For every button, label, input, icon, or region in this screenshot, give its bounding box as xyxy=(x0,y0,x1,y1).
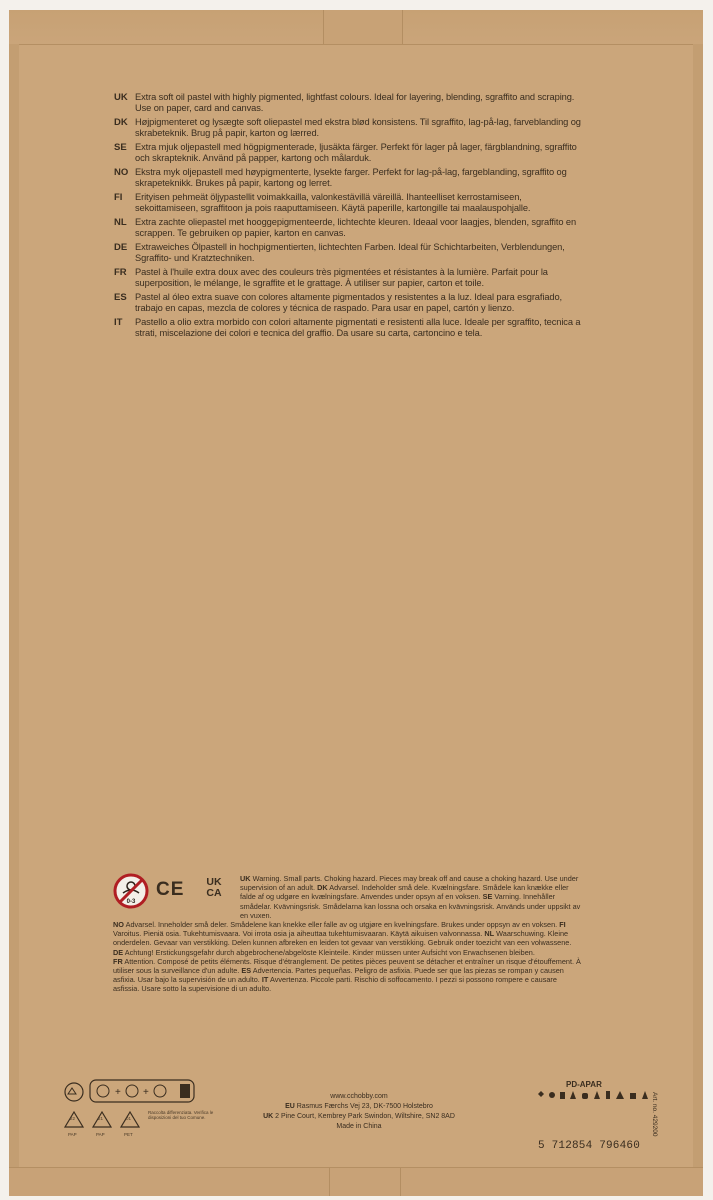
warning-code: ES xyxy=(241,966,252,976)
warning-text: Achtung! Erstickungsgefahr durch abgebrochene/abgelöste Kleinteile. Kinder müssen unter Aufsicht von Erwachsenen bleiben. xyxy=(124,947,535,957)
description-text: Extra soft oil pastel with highly pigmented, lightfast colours. Ideal for layering, blending, sgraffito and scraping. Use on paper, card and canvas. xyxy=(135,92,575,113)
bottom-flap xyxy=(9,1167,703,1196)
description-text: Pastel à l'huile extra doux avec des couleurs très pigmentées et résistantes à la lumière. Parfait pour la superposition, le mélange, le sgraffite et le grattage. À utiliser sur papier, carton et toile. xyxy=(135,267,548,288)
warning-text: Waarschuwing. Kleine onderdelen. Gevaar van verstikking. Delen kunnen afbreken en leiden tot gevaar van verstikking. Gebruik onder toezicht van een volwassene. xyxy=(113,929,572,948)
left-edge xyxy=(9,44,19,1168)
top-tab xyxy=(323,10,403,44)
description-text: Pastel al óleo extra suave con colores altamente pigmentados y resistentes a la luz. Ideal para esgrafiado, trabajo en capas, mezcla de colores y técnica de raspado. Para usar en papel, cartón y lienzo. xyxy=(135,292,563,313)
language-code: DK xyxy=(114,117,128,128)
description-row xyxy=(114,292,584,314)
warning-text-body xyxy=(113,920,583,994)
safety-marks xyxy=(113,873,235,923)
warning-code: FR xyxy=(113,956,123,966)
uk-address-text: 2 Pine Court, Kembrey Park Swindon, Wiltshire, SN2 8AD xyxy=(275,1113,455,1120)
svg-text:+: + xyxy=(143,1087,149,1098)
description-text: Pastello a olio extra morbido con colori altamente pigmentati e resistenti alla luce. Ideale per sgraffito, tecnica a strati, miscelazione dei colori e tecnica del graffio. Da usare su carta, cartoncino e tela. xyxy=(135,317,581,338)
triman-icon xyxy=(65,1083,83,1101)
description-row xyxy=(114,142,584,164)
warning-code: NL xyxy=(484,929,495,939)
warning-text: Varning. Innehåller smådelar. Kvävningsrisk. Smådelarna kan lossna och orsaka en kvävningsrisk. Används under uppsikt av en vuxen. xyxy=(240,892,581,920)
ce-mark: CE xyxy=(156,879,185,900)
description-row xyxy=(114,117,584,139)
product-code: PD-APAR xyxy=(566,1080,602,1089)
website: www.cchobby.com xyxy=(330,1093,388,1100)
warning-code: DE xyxy=(113,947,124,957)
top-flap xyxy=(9,10,703,45)
warning-text-top xyxy=(240,874,582,920)
language-code: IT xyxy=(114,317,123,328)
language-code: FI xyxy=(114,192,123,203)
description-row xyxy=(114,317,584,339)
bottom-tab xyxy=(329,1168,401,1196)
recycle-code: 22 xyxy=(70,1116,76,1121)
recycle-material: PAP xyxy=(96,1132,105,1137)
warning-text: Advertencia. Partes pequeñas. Peligro de asfixia. Puede ser que las piezas se rompan y causen asfixia. Usar bajo la supervisión de un adulto. xyxy=(113,966,564,985)
description-row xyxy=(114,92,584,114)
language-code: ES xyxy=(114,292,127,303)
product-descriptions xyxy=(114,92,584,342)
eu-address xyxy=(226,1102,492,1112)
age-warning-icon xyxy=(113,873,149,909)
country-of-origin: Made in China xyxy=(336,1123,382,1130)
article-number: Art. no. 429200 xyxy=(651,1092,658,1137)
uk-address xyxy=(226,1112,492,1122)
eu-label: EU xyxy=(285,1103,295,1110)
recycling-marks xyxy=(60,1076,220,1156)
warning-text: Advarsel. Inneholder små deler. Smådelene kan knekke eller falle av og utgjøre en kvelningsfare. Brukes under oppsyn av en voksen. xyxy=(125,920,558,929)
description-text: Extraweiches Ölpastell in hochpigmentierten, lichtechten Farben. Ideal für Schichtarbeiten, Verblendungen, Sgraffito- und Kratztechniken. xyxy=(135,242,565,263)
svg-text:+: + xyxy=(115,1087,121,1098)
uk-label: UK xyxy=(263,1113,274,1120)
warning-code: NO xyxy=(113,920,124,929)
warning-text: Warning. Small parts. Choking hazard. Pieces may break off and cause a choking hazard. Use under supervision of an adult. xyxy=(240,874,579,893)
warning-code: FI xyxy=(559,920,566,929)
language-code: NO xyxy=(114,167,129,178)
warning-code: DK xyxy=(317,883,328,893)
language-code: UK xyxy=(114,92,128,103)
barcode-icon xyxy=(534,1090,658,1138)
language-code: SE xyxy=(114,142,127,153)
warning-code: UK xyxy=(240,874,251,883)
sorting-info-icon xyxy=(90,1080,194,1102)
description-text: Ekstra myk oljepastell med høypigmenterte, lysekte farger. Perfekt for lag-på-lag, fargeblanding, sgraffito og skrapeteknikk. Brukes på papir, kartong og lerret. xyxy=(135,167,567,188)
description-text: Extra zachte oliepastel met hooggepigmenteerde, lichtechte kleuren. Ideaal voor laagjes, blenden, sgraffito en scrappen. Te gebruiken op papier, karton en canvas. xyxy=(135,217,577,238)
warning-text: Attention. Composé de petits éléments. Risque d'étranglement. De petites pièces peuvent se détacher et entraîner un risque d'étouffement. À utiliser sous la surveillance d'un adulte. xyxy=(113,956,581,976)
warning-text: Varoitus. Pieniä osia. Tukehtumisvaara. Voi irrota osia ja aiheuttaa tukehtumisvaaran. Käytä aikuisen valvonnassa. xyxy=(113,929,483,939)
age-range: 0-3 xyxy=(126,899,136,905)
eu-address-text: Rasmus Færchs Vej 23, DK-7500 Holstebro xyxy=(296,1103,433,1110)
description-row xyxy=(114,192,584,214)
ukca-line-1: UK xyxy=(206,876,222,888)
language-code: NL xyxy=(114,217,127,228)
warning-text: Avvertenza. Piccole parti. Rischio di soffocamento. I pezzi si possono rompere e causare asfissia. Usare sotto la supervisione di un adulto. xyxy=(113,975,557,994)
recycle-code: 01 xyxy=(126,1116,132,1121)
warning-text: Advarsel. Indeholder små dele. Kvælningsfare. Smådele kan knække eller falde af og udgøre en kvælningsfare. Anvendes under opsyn af en voksen. xyxy=(240,883,569,902)
description-row xyxy=(114,267,584,289)
recycle-material: PAP xyxy=(68,1132,77,1137)
description-text: Erityisen pehmeät öljypastellit voimakkailla, valonkestävillä väreillä. Ihanteelliset kerrostamiseen, sekoittamiseen, sgraffitoon ja pois raaputtamiseen. Käytä paperille, kartongille tai maalauspohjalle. xyxy=(135,192,531,213)
barcode-number: 5 712854 796460 xyxy=(538,1140,641,1152)
recycling-note: Raccolta differenziata. Verifica le disposizioni del tuo Comune. xyxy=(148,1110,214,1120)
warning-code: IT xyxy=(261,975,269,985)
description-row xyxy=(114,242,584,264)
description-row xyxy=(114,167,584,189)
description-row xyxy=(114,217,584,239)
recycle-material: PET xyxy=(124,1132,133,1137)
description-text: Extra mjuk oljepastell med högpigmenterade, ljusäkta färger. Perfekt för lager på lager, färgblandning, sgraffito och skrapteknik. Använd på papper, kartong och målarduk. xyxy=(135,142,577,163)
company-address xyxy=(226,1092,492,1132)
language-code: FR xyxy=(114,267,127,278)
language-code: DE xyxy=(114,242,128,253)
ukca-line-2: CA xyxy=(206,887,222,899)
warning-code: SE xyxy=(482,892,493,902)
recycle-code: 21 xyxy=(98,1116,104,1121)
right-edge xyxy=(693,44,703,1168)
description-text: Højpigmenteret og lysægte soft oliepastel med ekstra blød konsistens. Til sgraffito, lag-på-lag, farveblanding og skrabeteknik. Brug på papir, karton og lærred. xyxy=(135,117,581,138)
product-id-area xyxy=(530,1080,660,1158)
ukca-mark xyxy=(201,877,227,899)
pictograms xyxy=(538,1091,648,1099)
